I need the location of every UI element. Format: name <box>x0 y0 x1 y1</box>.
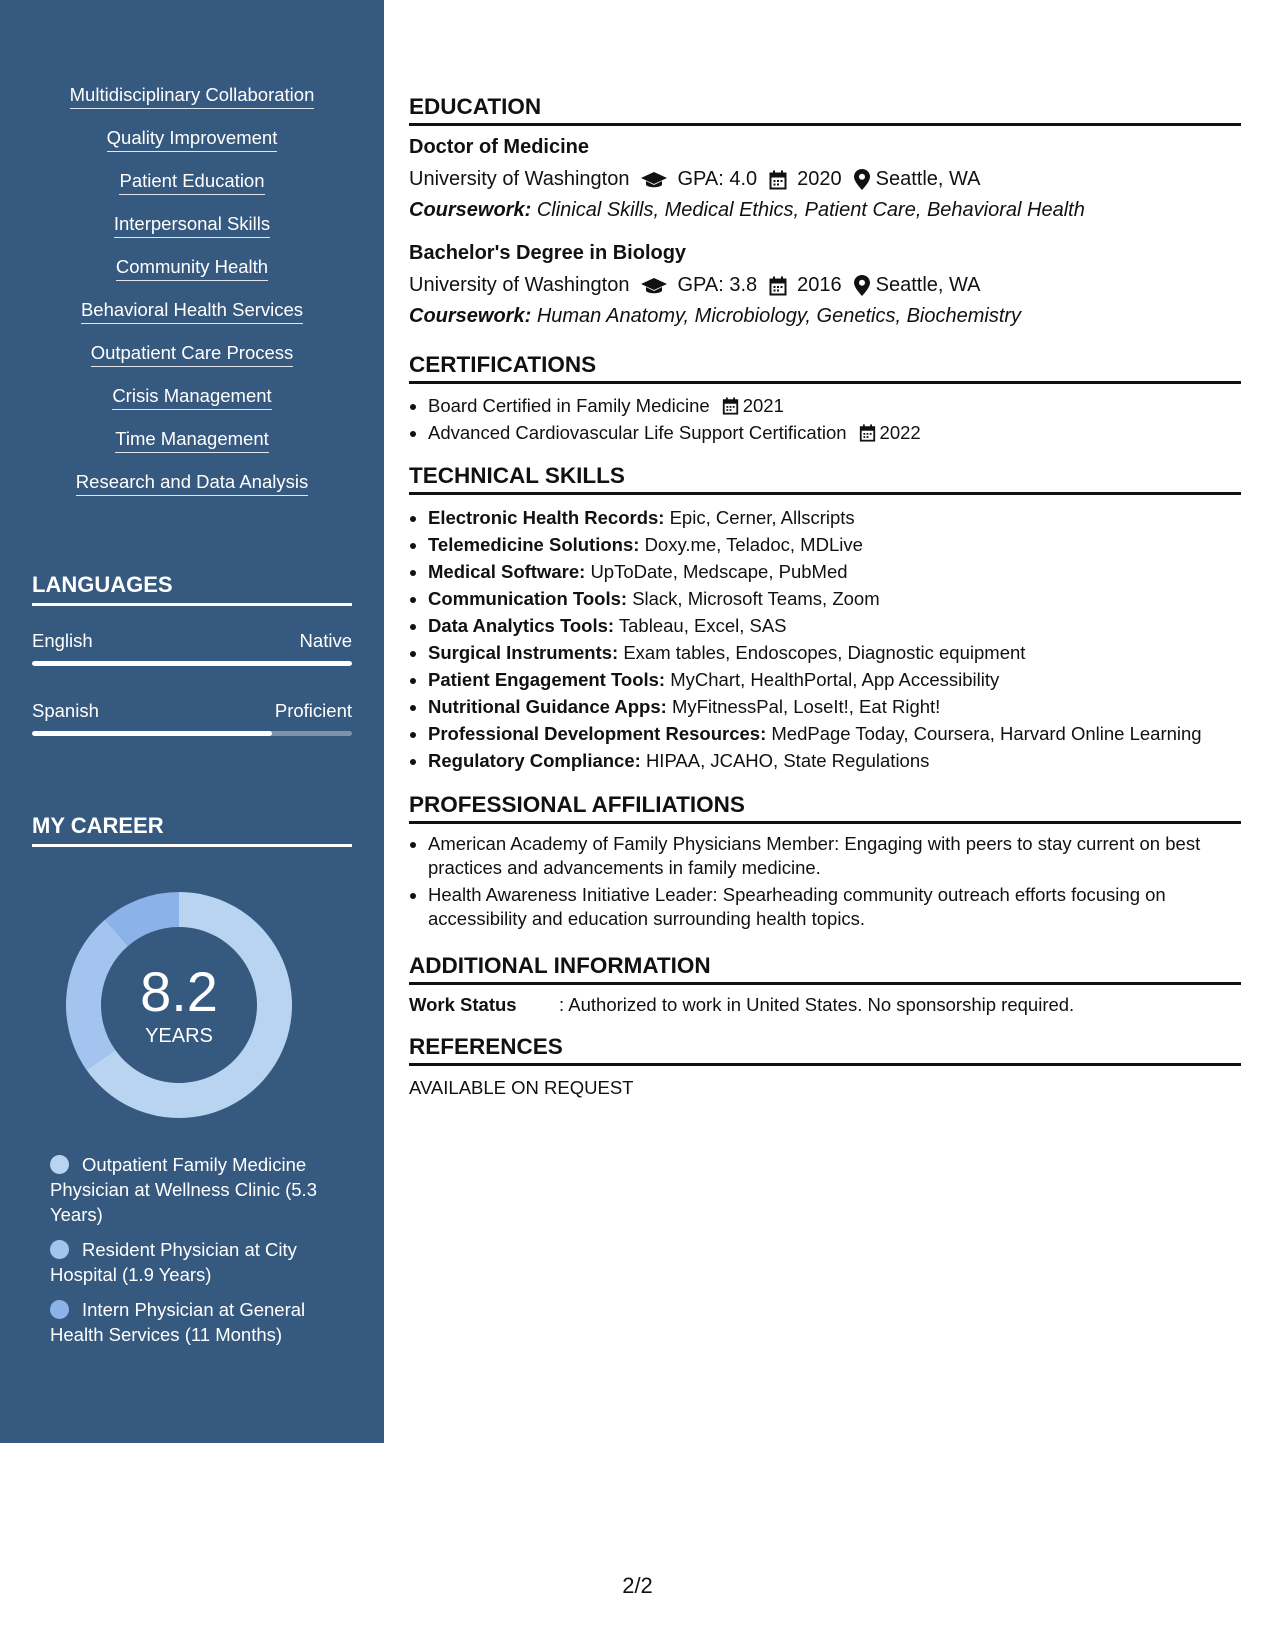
list-item <box>428 612 1240 639</box>
career-total-unit: YEARS <box>145 1024 213 1047</box>
location: Seattle, WA <box>875 274 981 296</box>
map-pin-icon <box>854 275 870 296</box>
list-item <box>428 747 1240 774</box>
degree-title: Doctor of Medicine <box>409 136 590 158</box>
career-item-text: Intern Physician at General Health Services (11 Months) <box>50 1299 306 1345</box>
additional-info-heading: ADDITIONAL INFORMATION <box>409 953 1241 985</box>
graduation-cap-icon <box>641 170 667 190</box>
location: Seattle, WA <box>875 168 981 190</box>
graduation-year: 2016 <box>797 274 842 296</box>
language-row <box>32 700 352 722</box>
skill-value: Epic, Cerner, Allscripts <box>669 507 855 528</box>
certification-name: • Board Certified in Family Medicine <box>428 395 710 416</box>
references-heading: REFERENCES <box>409 1034 1241 1066</box>
skill-value: Slack, Microsoft Teams, Zoom <box>632 588 880 609</box>
language-name: Spanish <box>32 700 99 721</box>
certifications-list <box>409 392 1240 446</box>
coursework <box>409 199 1085 222</box>
skill-label: Patient Engagement Tools: <box>428 669 666 690</box>
language-level: Native <box>299 630 352 651</box>
skill-item: Behavioral Health Services <box>81 299 303 324</box>
work-status-label: Work Status <box>409 994 517 1015</box>
list-item: • American Academy of Family Physicians Member: Engaging with peers to stay current on best practices and advancements in family medicine. <box>428 832 1240 880</box>
list-item <box>428 693 1240 720</box>
career-heading: MY CAREER <box>32 813 352 847</box>
skills-list <box>0 84 384 514</box>
affiliations-list <box>409 832 1240 934</box>
skill-item: Quality Improvement <box>107 127 278 152</box>
sidebar <box>0 0 384 1443</box>
skill-item: Patient Education <box>119 170 264 195</box>
language-bar-fill <box>32 731 272 736</box>
gpa: GPA: 4.0 <box>677 168 758 190</box>
language-bar <box>32 661 352 666</box>
graduation-cap-icon <box>641 276 667 296</box>
calendar-icon <box>769 170 787 190</box>
map-pin-icon <box>854 169 870 190</box>
skill-label: Nutritional Guidance Apps: <box>428 696 667 717</box>
skill-value: MyChart, HealthPortal, App Accessibility <box>670 669 1000 690</box>
list-item <box>428 392 1240 419</box>
career-item <box>50 1297 340 1347</box>
coursework-label: Coursework: <box>409 305 532 327</box>
skill-label: Electronic Health Records: <box>428 507 665 528</box>
language-bar-fill <box>32 661 352 666</box>
graduation-year: 2020 <box>797 168 842 190</box>
language-row <box>32 630 352 652</box>
legend-dot-icon <box>50 1155 69 1174</box>
work-status-row <box>409 994 1074 1016</box>
skill-item: Interpersonal Skills <box>114 213 270 238</box>
degree-title: Bachelor's Degree in Biology <box>409 242 687 264</box>
list-item <box>428 504 1240 531</box>
references-text: AVAILABLE ON REQUEST <box>409 1077 634 1098</box>
calendar-icon <box>859 424 876 442</box>
skill-label: Medical Software: <box>428 561 586 582</box>
calendar-icon <box>769 276 787 296</box>
certification-year: 2022 <box>879 422 921 443</box>
career-item <box>50 1237 340 1287</box>
list-item <box>428 585 1240 612</box>
list-item <box>428 419 1240 446</box>
list-item <box>428 558 1240 585</box>
language-level: Proficient <box>274 700 352 721</box>
languages-heading: LANGUAGES <box>32 572 352 606</box>
list-item <box>428 666 1240 693</box>
legend-dot-icon <box>50 1240 69 1259</box>
skill-label: Telemedicine Solutions: <box>428 534 640 555</box>
list-item: • Health Awareness Initiative Leader: Spearheading community outreach efforts focusing on accessibility and education surrounding health topics. <box>428 883 1240 931</box>
language-name: English <box>32 630 93 651</box>
education-details <box>409 274 981 297</box>
work-status-value: : Authorized to work in United States. No sponsorship required. <box>559 994 1075 1015</box>
skill-value: UpToDate, Medscape, PubMed <box>590 561 848 582</box>
skill-value: Doxy.me, Teladoc, MDLive <box>644 534 863 555</box>
affiliations-heading: PROFESSIONAL AFFILIATIONS <box>409 792 1241 824</box>
skill-item: Research and Data Analysis <box>76 471 308 496</box>
skill-label: Data Analytics Tools: <box>428 615 615 636</box>
technical-skills-list <box>409 504 1240 774</box>
certification-year: 2021 <box>742 395 784 416</box>
skill-item: Outpatient Care Process <box>91 342 294 367</box>
skill-value: Exam tables, Endoscopes, Diagnostic equipment <box>623 642 1026 663</box>
skill-label: Professional Development Resources: <box>428 723 767 744</box>
certifications-heading: CERTIFICATIONS <box>409 352 1241 384</box>
skill-item: Crisis Management <box>112 385 271 410</box>
school-name: University of Washington <box>409 168 630 190</box>
education-details <box>409 168 981 191</box>
skill-value: MyFitnessPal, LoseIt!, Eat Right! <box>671 696 941 717</box>
skill-item: Multidisciplinary Collaboration <box>70 84 315 109</box>
skill-item: Community Health <box>116 256 268 281</box>
skill-label: Regulatory Compliance: <box>428 750 641 771</box>
skill-value: HIPAA, JCAHO, State Regulations <box>645 750 930 771</box>
coursework-label: Coursework: <box>409 199 532 221</box>
career-list <box>50 1152 340 1357</box>
page-number: 2/2 <box>622 1573 653 1598</box>
career-item-text: Resident Physician at City Hospital (1.9 Years) <box>50 1239 297 1285</box>
calendar-icon <box>722 397 739 415</box>
skill-value: Tableau, Excel, SAS <box>618 615 787 636</box>
list-item <box>428 531 1240 558</box>
coursework-list: Clinical Skills, Medical Ethics, Patient Care, Behavioral Health <box>536 199 1085 221</box>
coursework <box>409 305 1021 328</box>
technical-skills-heading: TECHNICAL SKILLS <box>409 463 1241 495</box>
coursework-list: Human Anatomy, Microbiology, Genetics, Biochemistry <box>536 305 1022 327</box>
language-bar <box>32 731 352 736</box>
career-donut-label <box>66 892 292 1118</box>
list-item <box>428 720 1240 747</box>
career-total-value: 8.2 <box>140 959 218 1023</box>
education-heading: EDUCATION <box>409 94 1241 126</box>
skill-item: Time Management <box>115 428 269 453</box>
skill-label: Communication Tools: <box>428 588 628 609</box>
skill-value: MedPage Today, Coursera, Harvard Online Learning <box>771 723 1202 744</box>
legend-dot-icon <box>50 1300 69 1319</box>
career-item <box>50 1152 340 1227</box>
skill-label: Surgical Instruments: <box>428 642 619 663</box>
gpa: GPA: 3.8 <box>677 274 758 296</box>
list-item <box>428 639 1240 666</box>
school-name: University of Washington <box>409 274 630 296</box>
certification-name: • Advanced Cardiovascular Life Support Certification <box>428 422 847 443</box>
career-item-text: Outpatient Family Medicine Physician at Wellness Clinic (5.3 Years) <box>50 1154 317 1225</box>
